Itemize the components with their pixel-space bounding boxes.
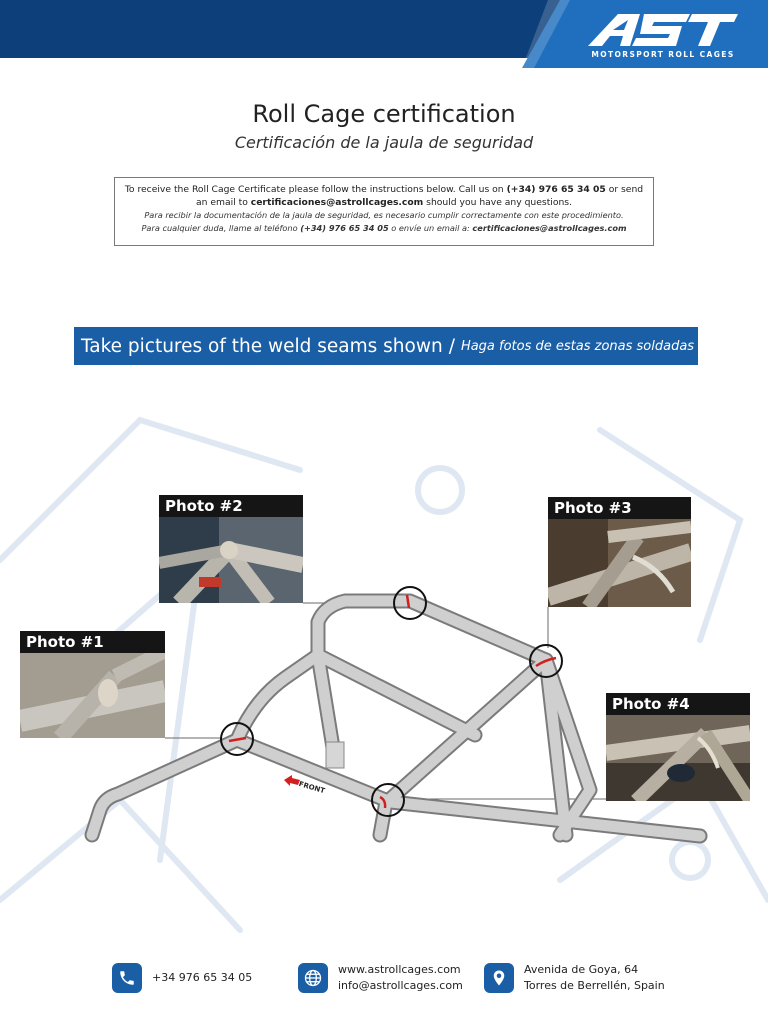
contact-phone: (+34) 976 65 34 05	[506, 184, 606, 195]
contact-email-link[interactable]: certificaciones@astrollcages.com	[250, 197, 424, 208]
page-title: Roll Cage certification	[252, 100, 516, 128]
front-label: FRONT	[297, 780, 326, 796]
ast-logo	[578, 8, 748, 64]
instructions-es-line1: Para recibir la documentación de la jaula de seguridad, es necesario cumplir correctamente con este procedimiento.	[144, 210, 624, 220]
photo-2-label: Photo #2	[159, 495, 303, 517]
footer-phone-text[interactable]: +34 976 65 34 05	[152, 971, 253, 984]
footer-website-link[interactable]: www.astrollcages.com	[338, 963, 461, 976]
callout-lines	[165, 603, 606, 799]
photo-2	[159, 495, 303, 603]
banner-text-en: Take pictures of the weld seams shown	[81, 335, 443, 357]
banner-separator: /	[448, 335, 455, 357]
globe-icon	[298, 963, 328, 993]
photo-3	[548, 497, 691, 607]
instructions-en-line1: To receive the Roll Cage Certificate please follow the instructions below. Call us on (+34) 976 65 34 05 or send	[124, 184, 644, 195]
phone-icon	[112, 963, 142, 993]
contact-email-link-es[interactable]: certificaciones@astrollcages.com	[472, 222, 627, 233]
footer-address-line2: Torres de Berrellén, Spain	[524, 979, 665, 992]
weld-markers	[221, 587, 562, 816]
photo-1-label: Photo #1	[20, 631, 165, 653]
instructions-box	[114, 177, 654, 246]
banner-text-es: Haga fotos de estas zonas soldadas	[460, 338, 695, 354]
page-subtitle: Certificación de la jaula de seguridad	[234, 133, 534, 152]
footer-email-link[interactable]: info@astrollcages.com	[338, 979, 463, 992]
footer-address-line1: Avenida de Goya, 64	[524, 963, 639, 976]
photo-1	[20, 631, 165, 738]
photo-4	[606, 693, 750, 801]
instructions-en-line2: an email to certificaciones@astrollcages.com should you have any questions.	[195, 197, 573, 208]
mounting-plate	[326, 742, 344, 768]
logo-tagline: MOTORSPORT ROLL CAGES	[591, 50, 735, 59]
section-banner	[74, 327, 698, 365]
instructions-es-line2: Para cualquier duda, llame al teléfono (+34) 976 65 34 05 o envíe un email a: certificaciones@astrollcages.com	[141, 222, 627, 233]
location-pin-icon	[484, 963, 514, 993]
footer-web	[298, 960, 463, 996]
page-header	[0, 0, 768, 68]
footer-address	[484, 960, 665, 996]
photo-4-label: Photo #4	[606, 693, 750, 715]
ast-logo-mark	[578, 8, 748, 50]
photo-3-label: Photo #3	[548, 497, 691, 519]
footer-phone	[112, 960, 252, 996]
